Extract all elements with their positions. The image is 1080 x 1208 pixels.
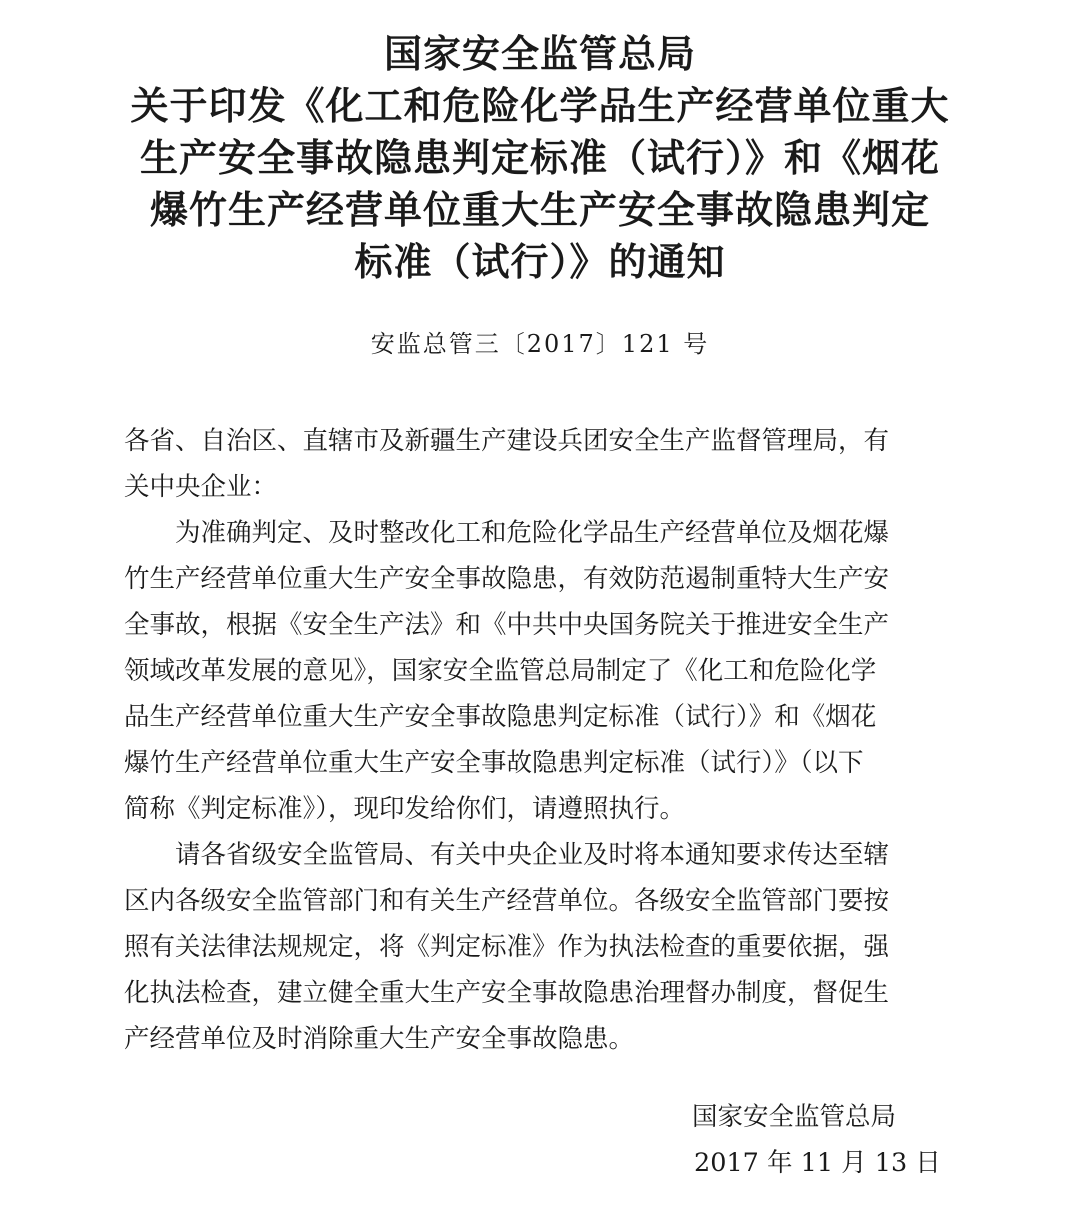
title-line: 国家安全监管总局 [383, 32, 696, 76]
document-body [124, 418, 960, 1062]
body-line: 简称《判定标准》），现印发给你们，请遵照执行。 [124, 794, 686, 824]
body-line: 为准确判定、及时整改化工和危险化学品生产经营单位及烟花爆 [124, 518, 890, 548]
document-title [110, 28, 970, 288]
issue-date: 2017 年 11 月 13 日 [694, 1148, 941, 1178]
body-line: 领域改革发展的意见》，国家安全监管总局制定了《化工和危险化学 [124, 656, 877, 686]
body-line: 各省、自治区、直辖市及新疆生产建设兵团安全生产监督管理局，有 [124, 426, 890, 456]
body-line: 全事故，根据《安全生产法》和《中共中央国务院关于推进安全生产 [124, 610, 890, 640]
issuing-organization: 国家安全监管总局 [692, 1102, 897, 1132]
body-line: 爆竹生产经营单位重大生产安全事故隐患判定标准（试行）》（以下 [124, 748, 864, 778]
body-line: 品生产经营单位重大生产安全事故隐患判定标准（试行）》和《烟花 [124, 702, 877, 732]
document-number: 安监总管三〔2017〕121 号 [370, 330, 710, 358]
body-line: 关中央企业： [124, 472, 278, 502]
body-line: 照有关法律法规规定，将《判定标准》作为执法检查的重要依据，强 [124, 932, 890, 962]
title-line: 标准（试行）》的通知 [354, 240, 726, 284]
body-line: 竹生产经营单位重大生产安全事故隐患，有效防范遏制重特大生产安 [124, 564, 890, 594]
title-line: 生产安全事故隐患判定标准（试行）》和《烟花 [139, 136, 940, 180]
body-line: 化执法检查，建立健全重大生产安全事故隐患治理督办制度，督促生 [124, 978, 890, 1008]
body-line: 请各省级安全监管局、有关中央企业及时将本通知要求传达至辖 [124, 840, 890, 870]
title-line: 爆竹生产经营单位重大生产安全事故隐患判定 [149, 188, 930, 232]
signature-block [640, 1094, 970, 1186]
body-line: 产经营单位及时消除重大生产安全事故隐患。 [124, 1024, 635, 1054]
title-line: 关于印发《化工和危险化学品生产经营单位重大 [130, 84, 950, 128]
body-line: 区内各级安全监管部门和有关生产经营单位。各级安全监管部门要按 [124, 886, 890, 916]
